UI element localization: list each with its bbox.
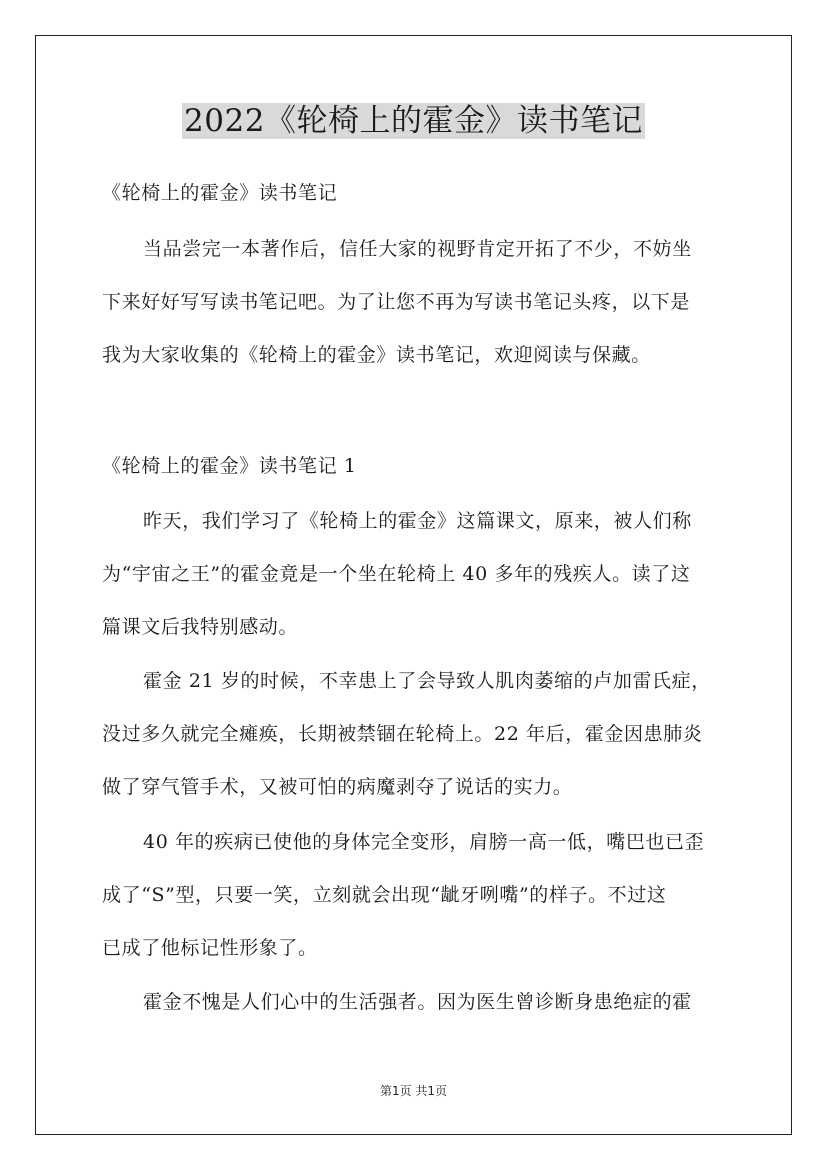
document-title-text: 2022《轮椅上的霍金》读书笔记 [184,103,643,139]
intro-line-3: 我为大家收集的《轮椅上的霍金》读书笔记，欢迎阅读与保藏。 [102,344,651,366]
paragraph-3-line-1: 40 年的疾病已使他的身体完全变形，肩膀一高一低，嘴巴也已歪 [143,831,705,853]
page-number-footer: 第1页 共1页 [379,1084,448,1098]
subtitle-line: 《轮椅上的霍金》读书笔记 [102,182,338,204]
intro-line-1: 当品尝完一本著作后，信任大家的视野肯定开拓了不少，不妨坐 [143,238,692,260]
paragraph-2-line-3: 做了穿气管手术，又被可怕的病魔剥夺了说话的实力。 [102,776,573,798]
paragraph-1-line-1: 昨天，我们学习了《轮椅上的霍金》这篇课文，原来，被人们称 [143,510,692,532]
paragraph-3-line-3: 已成了他标记性形象了。 [102,937,318,959]
paragraph-4-line-1: 霍金不愧是人们心中的生活强者。因为医生曾诊断身患绝症的霍 [143,991,692,1013]
section-heading: 《轮椅上的霍金》读书笔记 1 [102,455,357,477]
document-title [0,98,827,144]
paragraph-1-line-3: 篇课文后我特别感动。 [102,616,299,638]
paragraph-3-line-2: 成了“S”型，只要一笑，立刻就会出现“龇牙咧嘴”的样子。不过这 [102,884,667,906]
paragraph-1-line-2: 为“宇宙之王”的霍金竟是一个坐在轮椅上 40 多年的残疾人。读了这 [102,563,691,585]
paragraph-2-line-1: 霍金 21 岁的时候，不幸患上了会导致人肌肉萎缩的卢加雷氏症， [143,670,711,692]
intro-line-2: 下来好好写写读书笔记吧。为了让您不再为写读书笔记头疼，以下是 [102,291,691,313]
paragraph-2-line-2: 没过多久就完全瘫痪，长期被禁锢在轮椅上。22 年后，霍金因患肺炎 [102,723,703,745]
